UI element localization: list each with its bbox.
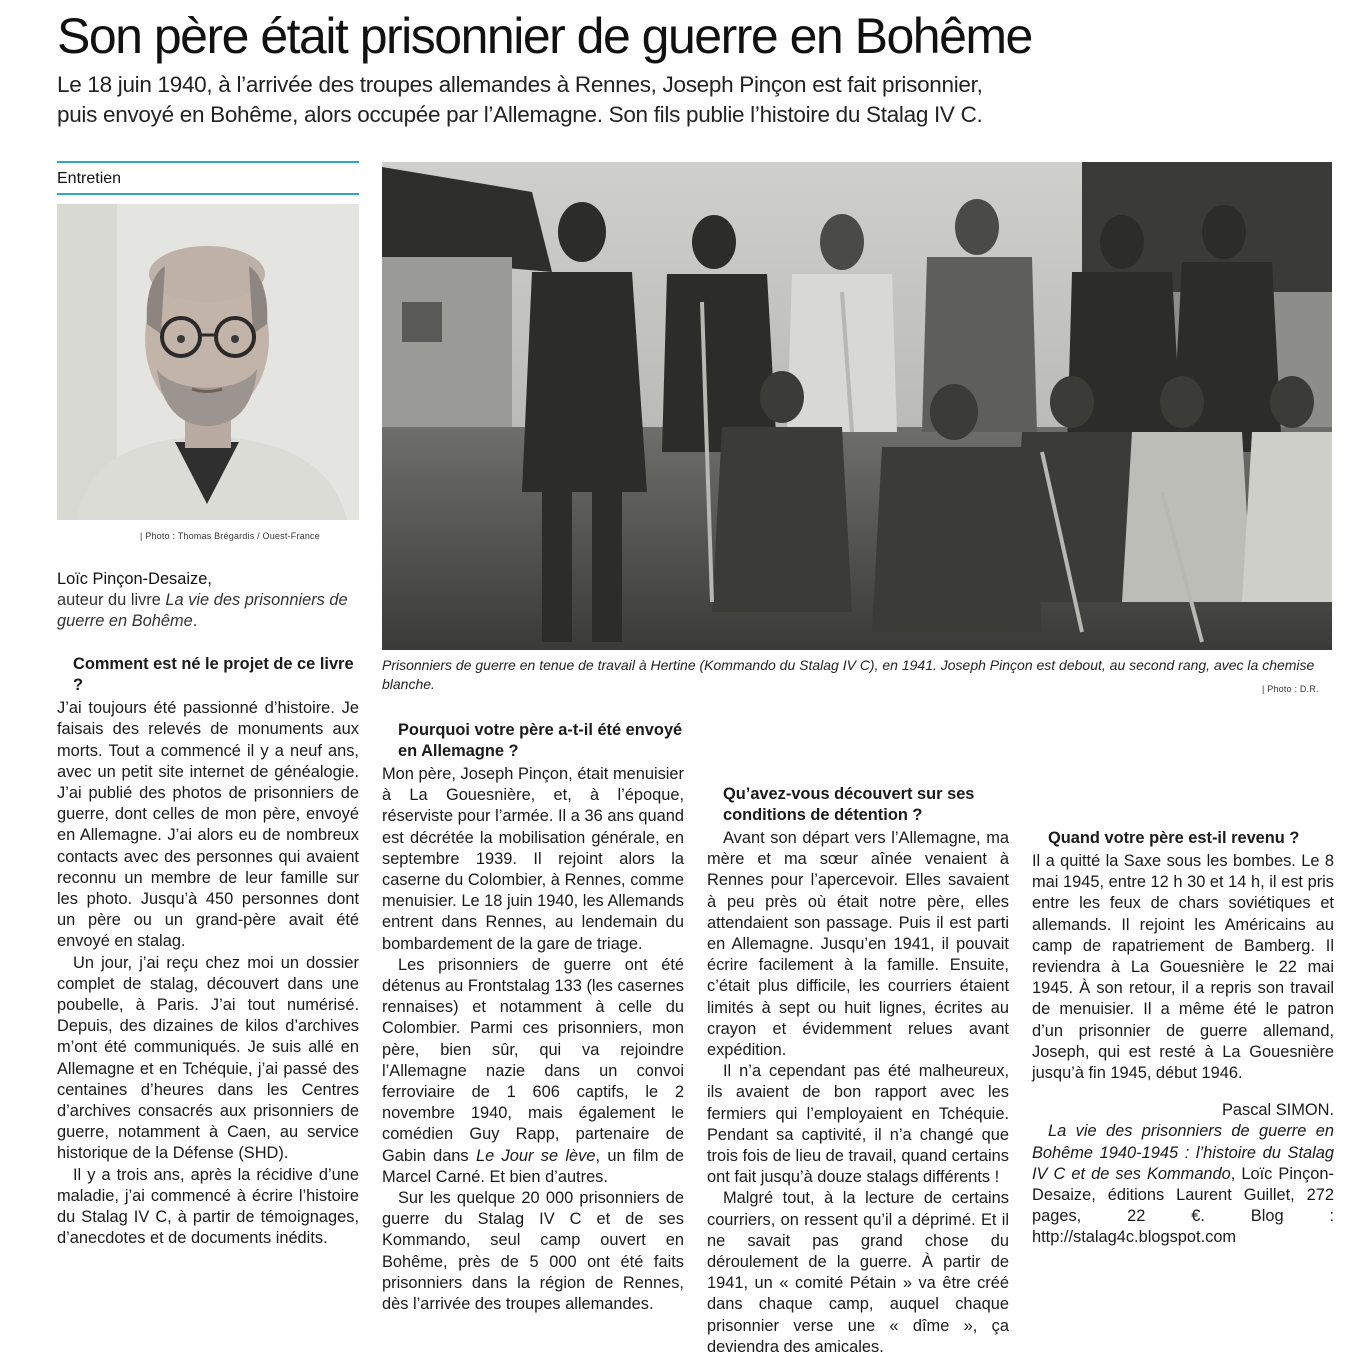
answer-2-paragraph-1: Mon père, Joseph Pinçon, était menuisier à La Gouesnière, et, à l’époque, réserviste pour l’armée. Il a 36 ans quand est décrétée la mobilisation générale, en septembre 1939. Il rejoint alors la caserne du Colombier, à Rennes, comme menuisier. Le 18 juin 1940, les Allemands entrent dans Rennes, au lendemain du bombardement de la gare de triage. — [382, 765, 684, 953]
answer-2-paragraph-3: Sur les quelque 20 000 prisonniers de guerre du Stalag IV C et de ses Kommando, seul camp ouvert en Bohême, près de 5 000 ont été faits prisonniers dans la région de Rennes, dès l’arrivée des troupes allemandes. — [382, 1189, 684, 1314]
portrait-illustration — [57, 204, 359, 520]
column-4 — [1032, 828, 1334, 1249]
question-2: Pourquoi votre père a-t-il été envoyé en Allemagne ? — [398, 721, 683, 760]
question-3: Qu’avez-vous découvert sur ses conditions de détention ? — [723, 785, 975, 824]
answer-1-paragraph-1: J’ai toujours été passionné d’histoire. Je faisais des relevés de monuments aux morts. Tout a commencé il y a neuf ans, avec un petit site internet de généalogie. J’ai publié des photos de prisonniers de guerre, dont celles de mon père, envoyé en Allemagne. J’ai alors eu de nombreux contacts avec des personnes qui avaient reconnu un membre de leur famille sur les photo. Jusqu’à 450 personnes dont un père ou un grand-père avait été envoyé en stalag. — [57, 699, 359, 951]
portrait-credit: | Photo : Thomas Brégardis / Ouest-France — [140, 531, 320, 541]
author-signature: Pascal SIMON. — [1221, 1101, 1334, 1120]
interviewee-desc-suffix: . — [192, 612, 198, 631]
standfirst-line-2: puis envoyé en Bohême, alors occupée par l’Allemagne. Son fils publie l’histoire du Stalag IV C. — [57, 102, 983, 127]
photo-credit: | Photo : D.R. — [1262, 684, 1319, 694]
book-reference-title: La vie des prisonniers de guerre en Bohême 1940-1945 : l’histoire du Stalag IV C et de ses Kommando — [1032, 1122, 1334, 1183]
column-1 — [57, 569, 359, 1249]
column-2 — [382, 720, 684, 1315]
standfirst — [57, 70, 1337, 130]
column-3 — [707, 720, 1009, 1356]
answer-2-paragraph-2-part-b: , un film de Marcel Carné. Et bien d’autres. — [382, 1146, 685, 1186]
book-reference — [1032, 1121, 1334, 1248]
interviewee-name: Loïc Pinçon-Desaize, — [57, 570, 212, 588]
standfirst-line-1: Le 18 juin 1940, à l’arrivée des troupes allemandes à Rennes, Joseph Pinçon est fait prisonnier, — [57, 72, 983, 97]
group-photo-illustration — [382, 162, 1332, 650]
rubric-rule-top — [57, 161, 359, 163]
answer-1-paragraph-3: Il y a trois ans, après la récidive d’une maladie, j’ai commencé à écrire l’histoire du Stalag IV C, à partir de témoignages, d’anecdotes et de documents inédits. — [57, 1165, 359, 1248]
question-4: Quand votre père est-il revenu ? — [1048, 829, 1300, 847]
interviewee-desc-prefix: auteur du livre — [57, 591, 166, 610]
book-reference-details: , Loïc Pinçon-Desaize, éditions Laurent Guillet, 272 pages, 22 €. Blog : http://stalag4c.blogspot.com — [1032, 1164, 1335, 1247]
photo-caption: Prisonniers de guerre en tenue de travail à Hertine (Kommando du Stalag IV C), en 1941. Joseph Pinçon est debout, au second rang, avec la chemise blanche. — [382, 657, 1315, 692]
answer-3-paragraph-2: Il n’a cependant pas été malheureux, ils avaient de bon rapport avec les fermiers qui l’employaient en Tchéquie. Pendant sa captivité, il n’a changé que trois fois de lieu de travail, quand certains ont fait jusqu’à douze stalags différents ! — [707, 1062, 1009, 1187]
headline: Son père était prisonnier de guerre en Bohême — [57, 8, 1032, 64]
rubric-rule-bottom — [57, 193, 359, 195]
group-photo — [382, 162, 1332, 650]
interviewee-book-title: La vie des prisonniers de guerre en Bohême — [57, 591, 348, 631]
film-title: Le Jour se lève — [475, 1146, 596, 1165]
rubric-label: Entretien — [57, 170, 122, 187]
answer-2-paragraph-2-part-a: Les prisonniers de guerre ont été détenus au Frontstalag 133 (les casernes rennaises) et notamment à celle du Colombier. Parmi ces prisonniers, mon père, bien sûr, qui va rejoindre l’Allemagne nazie dans un convoi ferroviaire de 1 606 captifs, le 2 novembre 1940, mais également le comédien Guy Rapp, partenaire de Gabin dans — [382, 955, 684, 1165]
answer-1-paragraph-2: Un jour, j’ai reçu chez moi un dossier complet de stalag, découvert dans une poubelle, à Paris. J’ai tout numérisé. Depuis, des dizaines de kilos d’archives m’ont été communiqués. Je suis allé en Allemagne et en Tchéquie, j’ai passé des centaines d’heures dans les Centres d’archives consacrés aux prisonniers de guerre, notamment à Caen, au service historique de la Défense (SHD). — [57, 953, 359, 1163]
answer-2-paragraph-2 — [382, 955, 684, 1188]
answer-4-paragraph-1: Il a quitté la Saxe sous les bombes. Le 8 mai 1945, entre 12 h 30 et 14 h, il est pris entre les feux de chars soviétiques et allemands. Il rejoint les Américains au camp de rapatriement de Bamberg. Il reviendra à La Gouesnière le 22 mai 1945. À son retour, il a repris son travail de menuisier. Il a même été le patron d’un prisonnier de guerre allemand, Joseph, qui est resté à La Gouesnière jusqu’à fin 1945, début 1946. — [1032, 852, 1334, 1083]
portrait-photo — [57, 204, 359, 520]
answer-3-paragraph-3: Malgré tout, à la lecture de certains courriers, on ressent qu’il a déprimé. Et il ne savait pas grand chose du déroulement de la guerre. À partir de 1941, un « comité Pétain » va être créé dans chaque camp, auquel chaque prisonnier verse une « dîme », ça deviendra des amicales. — [707, 1189, 1009, 1356]
interviewee-description — [57, 590, 359, 632]
question-1: Comment est né le projet de ce livre ? — [73, 655, 354, 695]
answer-3-paragraph-1: Avant son départ vers l’Allemagne, ma mère et ma sœur aînée venaient à Rennes pour l’apercevoir. Elles savaient à peu près où était notre père, elles attendaient son passage. Puis il est parti en Allemagne. Jusqu’en 1941, il pouvait écrire facilement à la famille. Ensuite, c’était plus difficile, les courriers étaient limités à sept ou huit lignes, écrites au crayon et évidemment relues avant expédition. — [707, 829, 1009, 1060]
